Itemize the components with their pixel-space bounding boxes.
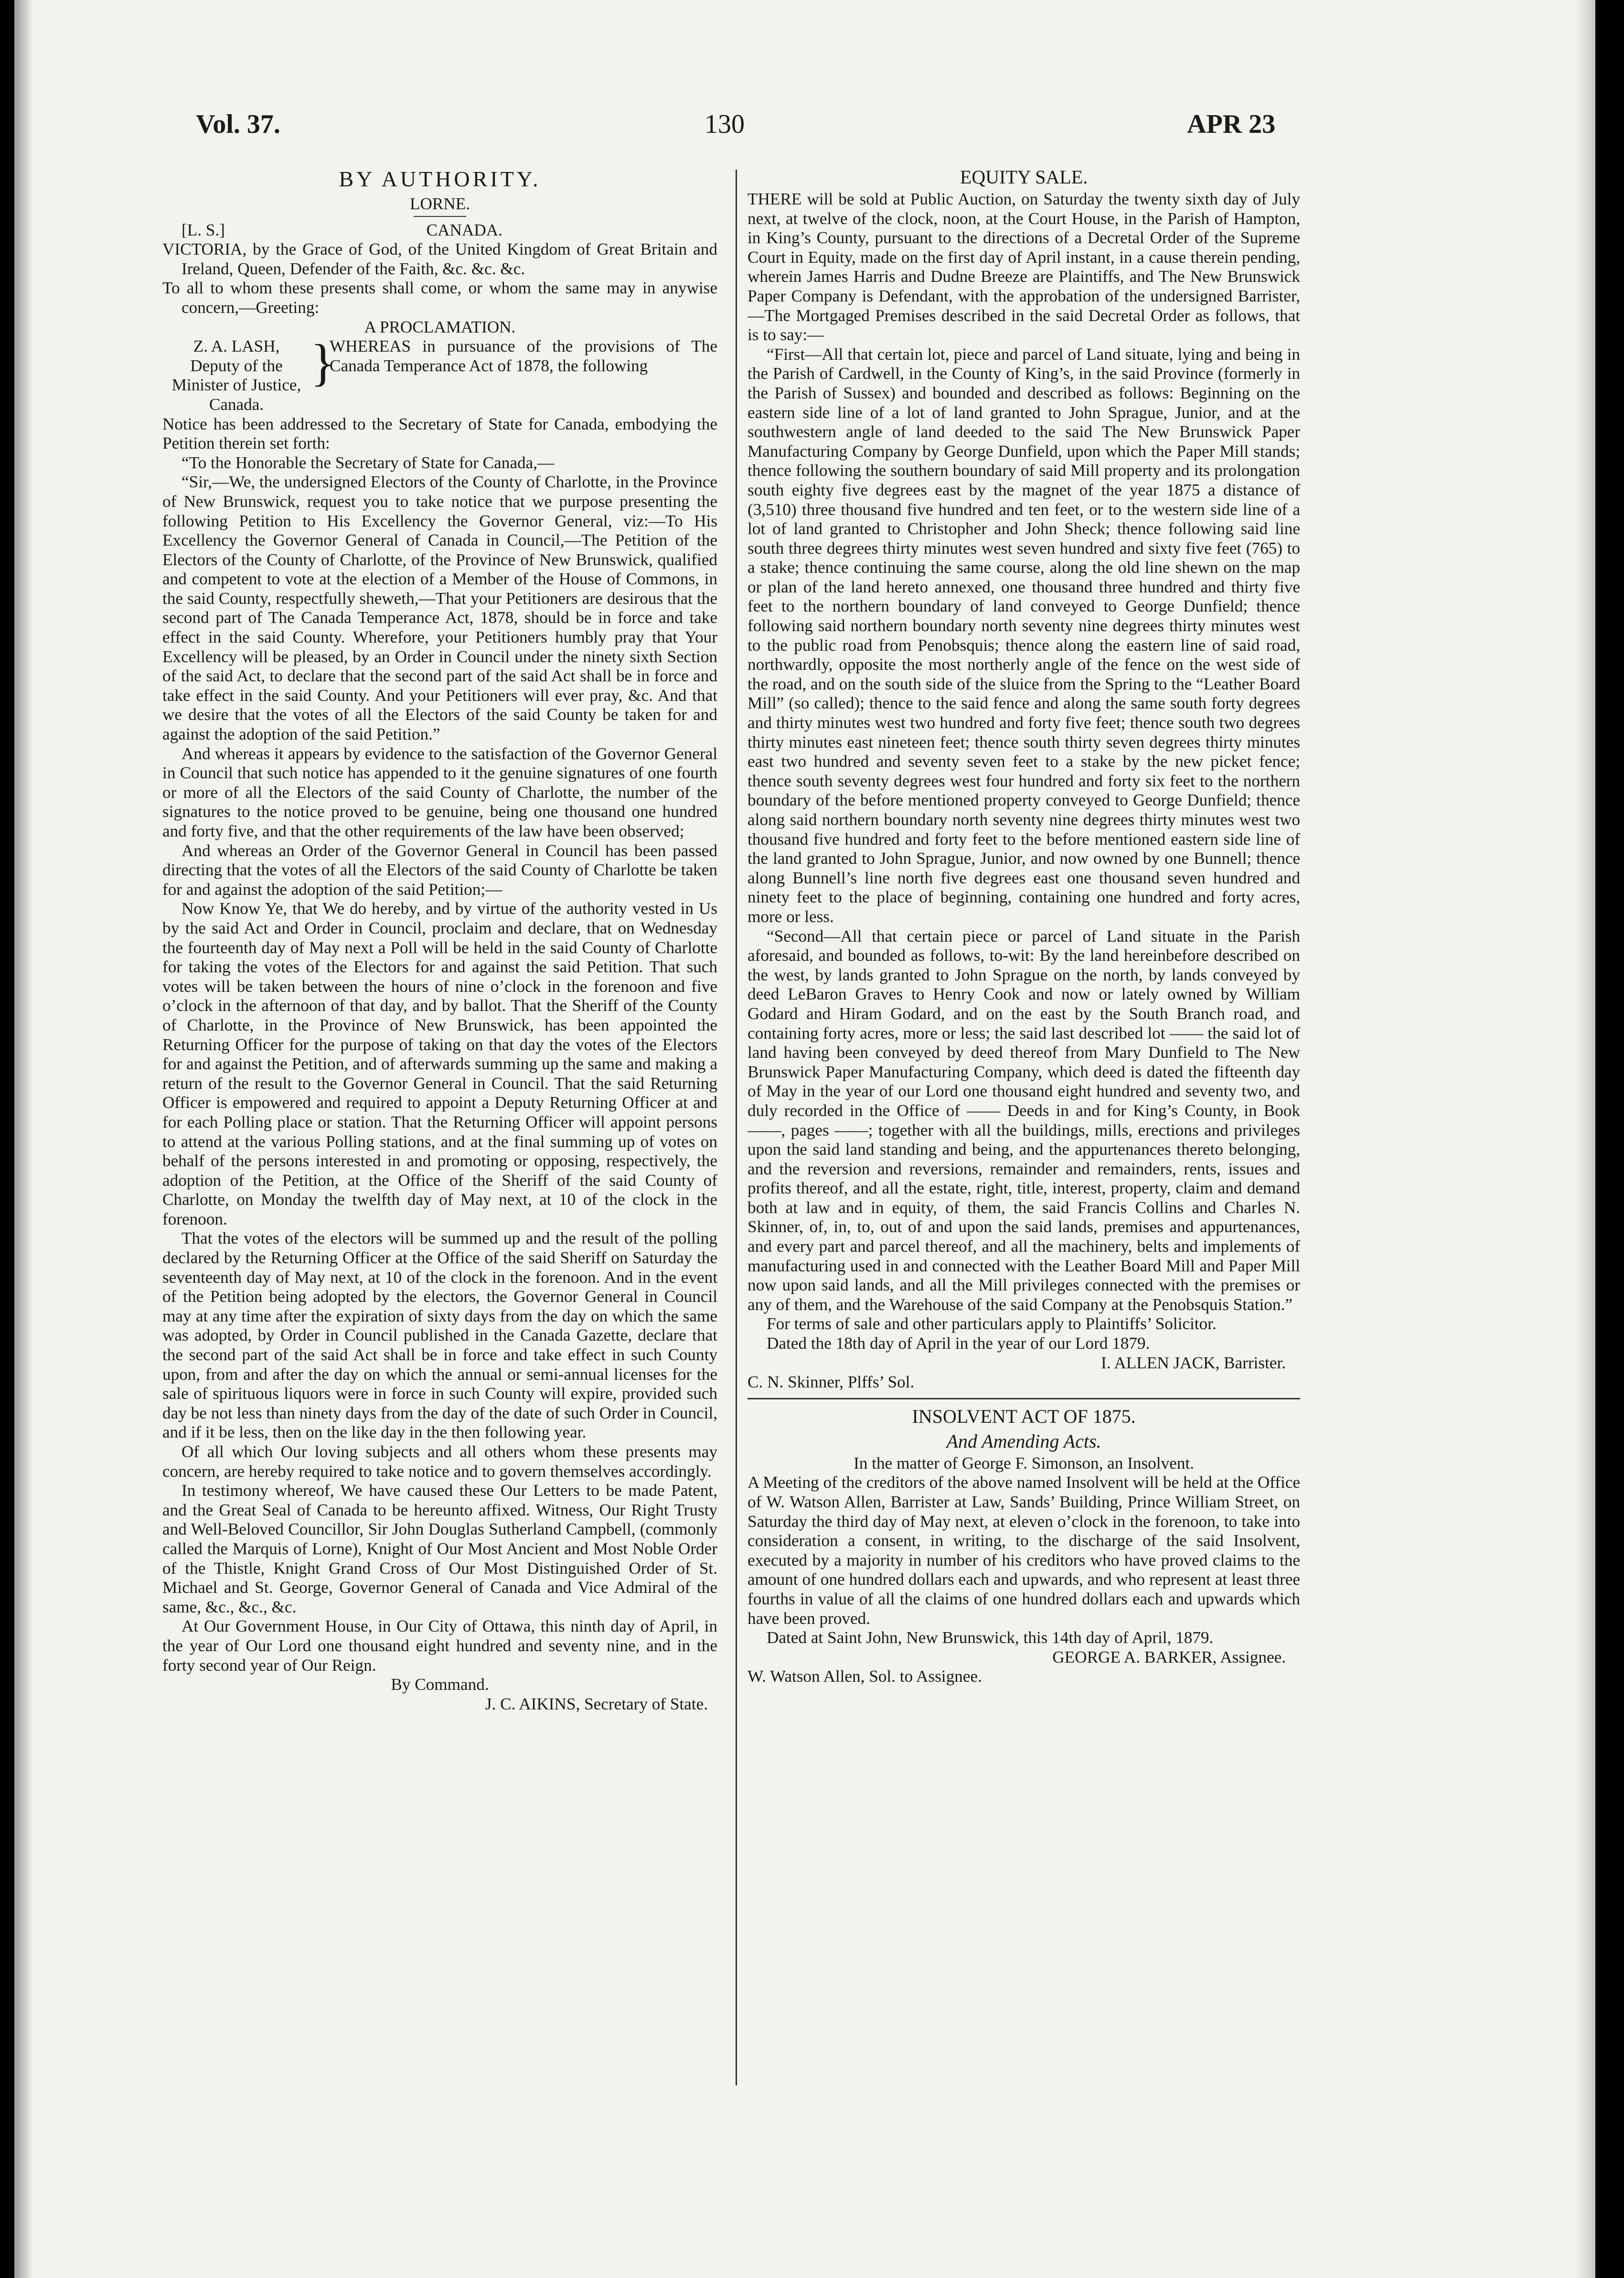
equity-second-parcel: “Second—All that certain piece or parcel of Land situate in the Parish aforesaid, and bounded as follows, to-wit: By the land hereinbefore described on the west, by lands granted to John Sprague on the north, by lands conveyed by deed LeBaron Graves to Henry Cook and now or lately owned by William Godard and Hiram Godard, and on the east by the South Branch road, and containing forty acres, more or less; the said last described lot —— the said lot of land having been conveyed by deed thereof from Mary Dunfield to The New Brunswick Paper Manufacturing Company, which deed is dated the fifteenth day of May in the year of our Lord one thousand eight hundred and seventy two, and duly recorded in the Office of —— Deeds in and for King’s County, in Book ——, pages ——; together with all the buildings, mills, erections and privileges upon the said land standing and being, and the appurtenances thereto belonging, and the reversion and reversions, remainder and remainders, rents, issues and profits thereof, and all the estate, right, title, interest, property, claim and demand both at law and in equity, of them, the said Francis Collins and Charles N. Skinner, of, in, to, out of and upon the said lands, premises and appurtenances, and every part and parcel thereof, and all the machinery, belts and implements of manufacturing used in and connected with the Leather Board Mill and Paper Mill now upon said lands, and all the Mill privileges connected with the premises or any of them, and the Warehouse of the said Company at the Penobsquis Station.” <box>748 926 1300 1314</box>
lash-block <box>162 334 717 414</box>
assignee-solicitor: W. Watson Allen, Sol. to Assignee. <box>748 1667 982 1686</box>
whereas-second: And whereas it appears by evidence to the satisfaction of the Governor General in Council that such notice has appended to it the genuine signatures of one fourth or more of all the Electors of the said County of Charlotte, the number of the signatures to the notice proved to be genuine, being one thousand one hundred and forty five, and that the other requirements of the law have been observed; <box>162 744 717 840</box>
lash-name: Z. A. LASH, <box>193 337 280 356</box>
insolvent-matter: In the matter of George F. Simonson, an Insolvent. <box>854 1453 1194 1472</box>
insolvent-subheading: And Amending Acts. <box>946 1430 1101 1452</box>
whereas-third: And whereas an Order of the Governor General in Council has been passed directing that the votes of all the Electors of the said County of Charlotte be taken for and against the adoption of the said Petition;— <box>162 841 717 899</box>
country-label: CANADA. <box>426 220 502 239</box>
page-number: 130 <box>705 109 745 139</box>
barrister-signature: I. ALLEN JACK, Barrister. <box>1100 1353 1286 1372</box>
equity-dated: Dated the 18th day of April in the year of our Lord 1879. <box>767 1334 1150 1353</box>
insolvent-body: A Meeting of the creditors of the above named Insolvent will be held at the Office of W. Watson Allen, Barrister at Law, Sands’ Building, Prince William Street, on Saturday the third day of May next, at eleven o’clock in the forenoon, to take into consideration a consent, in writing, to the discharge of the said Insolvent, executed by a majority in number of his creditors who have proved claims to the amount of one hundred dollars each and upwards, and who represent at least three fourths in value of all the claims of one hundred dollars each and upwards which have been proved. <box>748 1473 1300 1628</box>
proclamation-title: A PROCLAMATION. <box>364 317 516 336</box>
to-honorable: “To the Honorable the Secretary of State for Canada,— <box>182 453 555 472</box>
testimony-paragraph: In testimony whereof, We have caused these Our Letters to be made Patent, and the Great Seal of Canada to be hereunto affixed. Witness, Our Right Trusty and Well-Beloved Councillor, Sir John Douglas Sutherland Campbell, (commonly called the Marquis of Lorne), Knight of Our Most Ancient and Most Noble Order of the Thistle, Knight Grand Cross of Our Most Distinguished Order of St. Michael and St. George, Governor General of Canada and Vice Admiral of the same, &c., &c., &c. <box>162 1481 717 1616</box>
to-all-greeting: To all to whom these presents shall come, or whom the same may in anywise concern,—Greeting: <box>162 279 717 317</box>
insolvent-dated: Dated at Saint John, New Brunswick, this 14th day of April, 1879. <box>767 1628 1214 1647</box>
now-know-ye: Now Know Ye, that We do hereby, and by virtue of the authority vested in Us by the said Act and Order in Council, proclaim and declare, that on Wednesday the fourteenth day of May next a Poll will be held in the said County of Charlotte for taking the votes of the Electors for and against the said Petition. That such votes will be taken between the hours of nine o’clock in the forenoon and five o’clock in the afternoon of that day, and by ballot. That the Sheriff of the County of Charlotte, in the Province of New Brunswick, has been appointed the Returning Officer for the purpose of taking on that day the votes of the Electors for and against the Petition, and of afterwards summing up the same and making a return of the result to the Governor General in Council. That the said Returning Officer is empowered and required to appoint a Deputy Returning Officer at and for each Polling place or station. That the Returning Officer will appoint persons to attend at the various Polling stations, and at the final summing up of votes on behalf of the persons interested in and promoting or opposing, respectively, the adoption of the Petition, at the Office of the Sheriff of the said County of Charlotte, on Monday the twelfth day of May next, at 10 of the clock in the forenoon. <box>162 899 717 1228</box>
petition-text: “Sir,—We, the undersigned Electors of the County of Charlotte, in the Province of New Brunswick, request you to take notice that we purpose presenting the following Petition to His Excellency the Governor General, viz:—To His Excellency the Governor General of Canada in Council,—The Petition of the Electors of the County of Charlotte, of the Province of New Brunswick, qualified and competent to vote at the election of a Member of the House of Commons, in the said County, respectfully sheweth,—That your Petitioners are desirous that the second part of The Canada Temperance Act, 1878, should be in force and take effect in the said County. Wherefore, your Petitioners humbly pray that Your Excellency will be pleased, by an Order in Council under the ninety sixth Section of the said Act, to declare that the second part of the said Act shall be in force and take effect in the said County. And your Petitioners will ever pray, &c. And that we desire that the votes of all the Electors of the said County be taken for and against the adoption of the said Petition.” <box>162 473 717 744</box>
lorne-signature: LORNE. <box>409 194 470 213</box>
equity-terms: For terms of sale and other particulars apply to Plaintiffs’ Solicitor. <box>767 1314 1217 1333</box>
page-edge-shadow-left <box>14 0 33 2278</box>
of-all-paragraph: Of all which Our loving subjects and all others whom these presents may concern, are hereby required to take notice and to govern themselves accordingly. <box>162 1442 717 1481</box>
votes-paragraph: That the votes of the electors will be summed up and the result of the polling declared by the Returning Officer at the Office of the said Sheriff on Saturday the seventeenth day of May next, at 10 of the clock in the forenoon. And in the event of the Petition being adopted by the electors, the Governor General in Council may at any time after the expiration of sixty days from the day on which the same was adopted, by Order in Council published in the Canada Gazette, declare that the second part of the said Act shall be in force and take effect in such County upon, from and after the day on which the annual or semi-annual licenses for the sale of spirituous liquors were in force in such County will expire, provided such day be not less than ninety days from the day of the date of such Order in Council, and if it be less, then on the like day in the then following year. <box>162 1229 717 1442</box>
victoria-style: VICTORIA, by the Grace of God, of the United Kingdom of Great Britain and Ireland, Queen, Defender of the Faith, &c. &c. &c. <box>162 240 717 278</box>
at-our-government-house: At Our Government House, in Our City of Ottawa, this ninth day of April, in the year of Our Lord one thousand eight hundred and seventy nine, and in the forty second year of Our Reign. <box>162 1617 717 1675</box>
plaintiffs-solicitor: C. N. Skinner, Plffs’ Sol. <box>748 1373 915 1392</box>
equity-intro: THERE will be sold at Public Auction, on Saturday the twenty sixth day of July next, at twelve of the clock, noon, at the Court House, in the Parish of Hampton, in King’s County, pursuant to the directions of a Decretal Order of the Supreme Court in Equity, made on the first day of April instant, in a cause therein pending, wherein James Harris and Dudne Breeze are Plaintiffs, and The New Brunswick Paper Company is Defendant, with the approbation of the undersigned Barrister,—The Mortgaged Premises described in the said Decretal Order as follows, that is to say:— <box>748 190 1300 344</box>
whereas-first: WHEREAS in pursuance of the provisions of The Canada Temperance Act of 1878, the following <box>330 337 717 375</box>
equity-sale-heading: EQUITY SALE. <box>960 166 1088 188</box>
assignee-signature: GEORGE A. BARKER, Assignee. <box>1052 1647 1286 1666</box>
equity-first-parcel: “First—All that certain lot, piece and parcel of Land situate, lying and being in the Parish of Cardwell, in the County of King’s, in the said Province (formerly in the Parish of Sussex) and bounded and described as follows: Beginning on the eastern side line of a lot of land granted to John Sprague, Junior, and at the southwestern angle of land deeded to the said The New Brunswick Paper Manufacturing Company by George Dunfield, upon which the Paper Mill stands; thence following the southern boundary of said Mill property and its prolongation south eighty five degrees east by the magnet of the year 1875 a distance of (3,510) three thousand five hundred and ten feet, or to the western side line of a lot of land granted to Christopher and John Sheck; thence following said line south three degrees thirty minutes west seven hundred and sixty five feet (765) to a stake; thence continuing the same course, along the old line shewn on the map or plan of the land hereto annexed, one thousand three hundred and thirty five feet to the northern boundary of land conveyed to George Dunfield; thence following said northern boundary north seventy nine degrees thirty minutes west to the public road from Penobsquis; thence along the eastern line of said road, northwardly, opposite the most northerly angle of the fence on the west side of the road, and on the south side of the sluice from the Spring to the “Leather Board Mill” (so called); thence to the said fence and along the same south forty degrees and thirty minutes west two hundred and forty five feet; thence south two degrees thirty minutes east nineteen feet; thence south thirty seven degrees thirty minutes east two hundred and seventy seven feet to a stake by the new picket fence; thence south seventy degrees west four hundred and forty six feet to the northern boundary of the before mentioned property conveyed to George Dunfield; thence along said northern boundary north seventy nine degrees thirty minutes west two thousand five hundred and forty feet to the before mentioned eastern side line of the land granted to John Sprague, Junior, and now owned by one Bunnell; thence along Bunnell’s line north five degrees east one thousand seven hundred and ninety feet to the place of beginning, containing one hundred and forty acres, more or less. <box>748 344 1300 926</box>
by-command: By Command. <box>391 1675 489 1694</box>
section-divider <box>748 1398 1300 1399</box>
column-divider <box>736 170 737 2085</box>
right-column <box>748 165 1300 2105</box>
seal-line <box>162 221 717 240</box>
by-authority-heading: BY AUTHORITY. <box>339 167 541 191</box>
aikins-signature: J. C. AIKINS, Secretary of State. <box>485 1694 708 1713</box>
left-column <box>162 165 717 2105</box>
signature-rule <box>414 216 466 217</box>
insolvent-heading: INSOLVENT ACT OF 1875. <box>912 1405 1136 1427</box>
page-edge-shadow-right <box>1576 0 1595 2278</box>
whereas-first-cont: Notice has been addressed to the Secretary of State for Canada, embodying the Petition therein set forth: <box>162 414 717 453</box>
seal-mark: [L. S.] <box>182 220 225 239</box>
volume-label: Vol. 37. <box>196 109 280 139</box>
brace-glyph: } <box>310 334 335 392</box>
issue-date: APR 23 <box>1187 109 1276 139</box>
lash-title: Deputy of the Minister of Justice, Canada. <box>171 356 301 414</box>
